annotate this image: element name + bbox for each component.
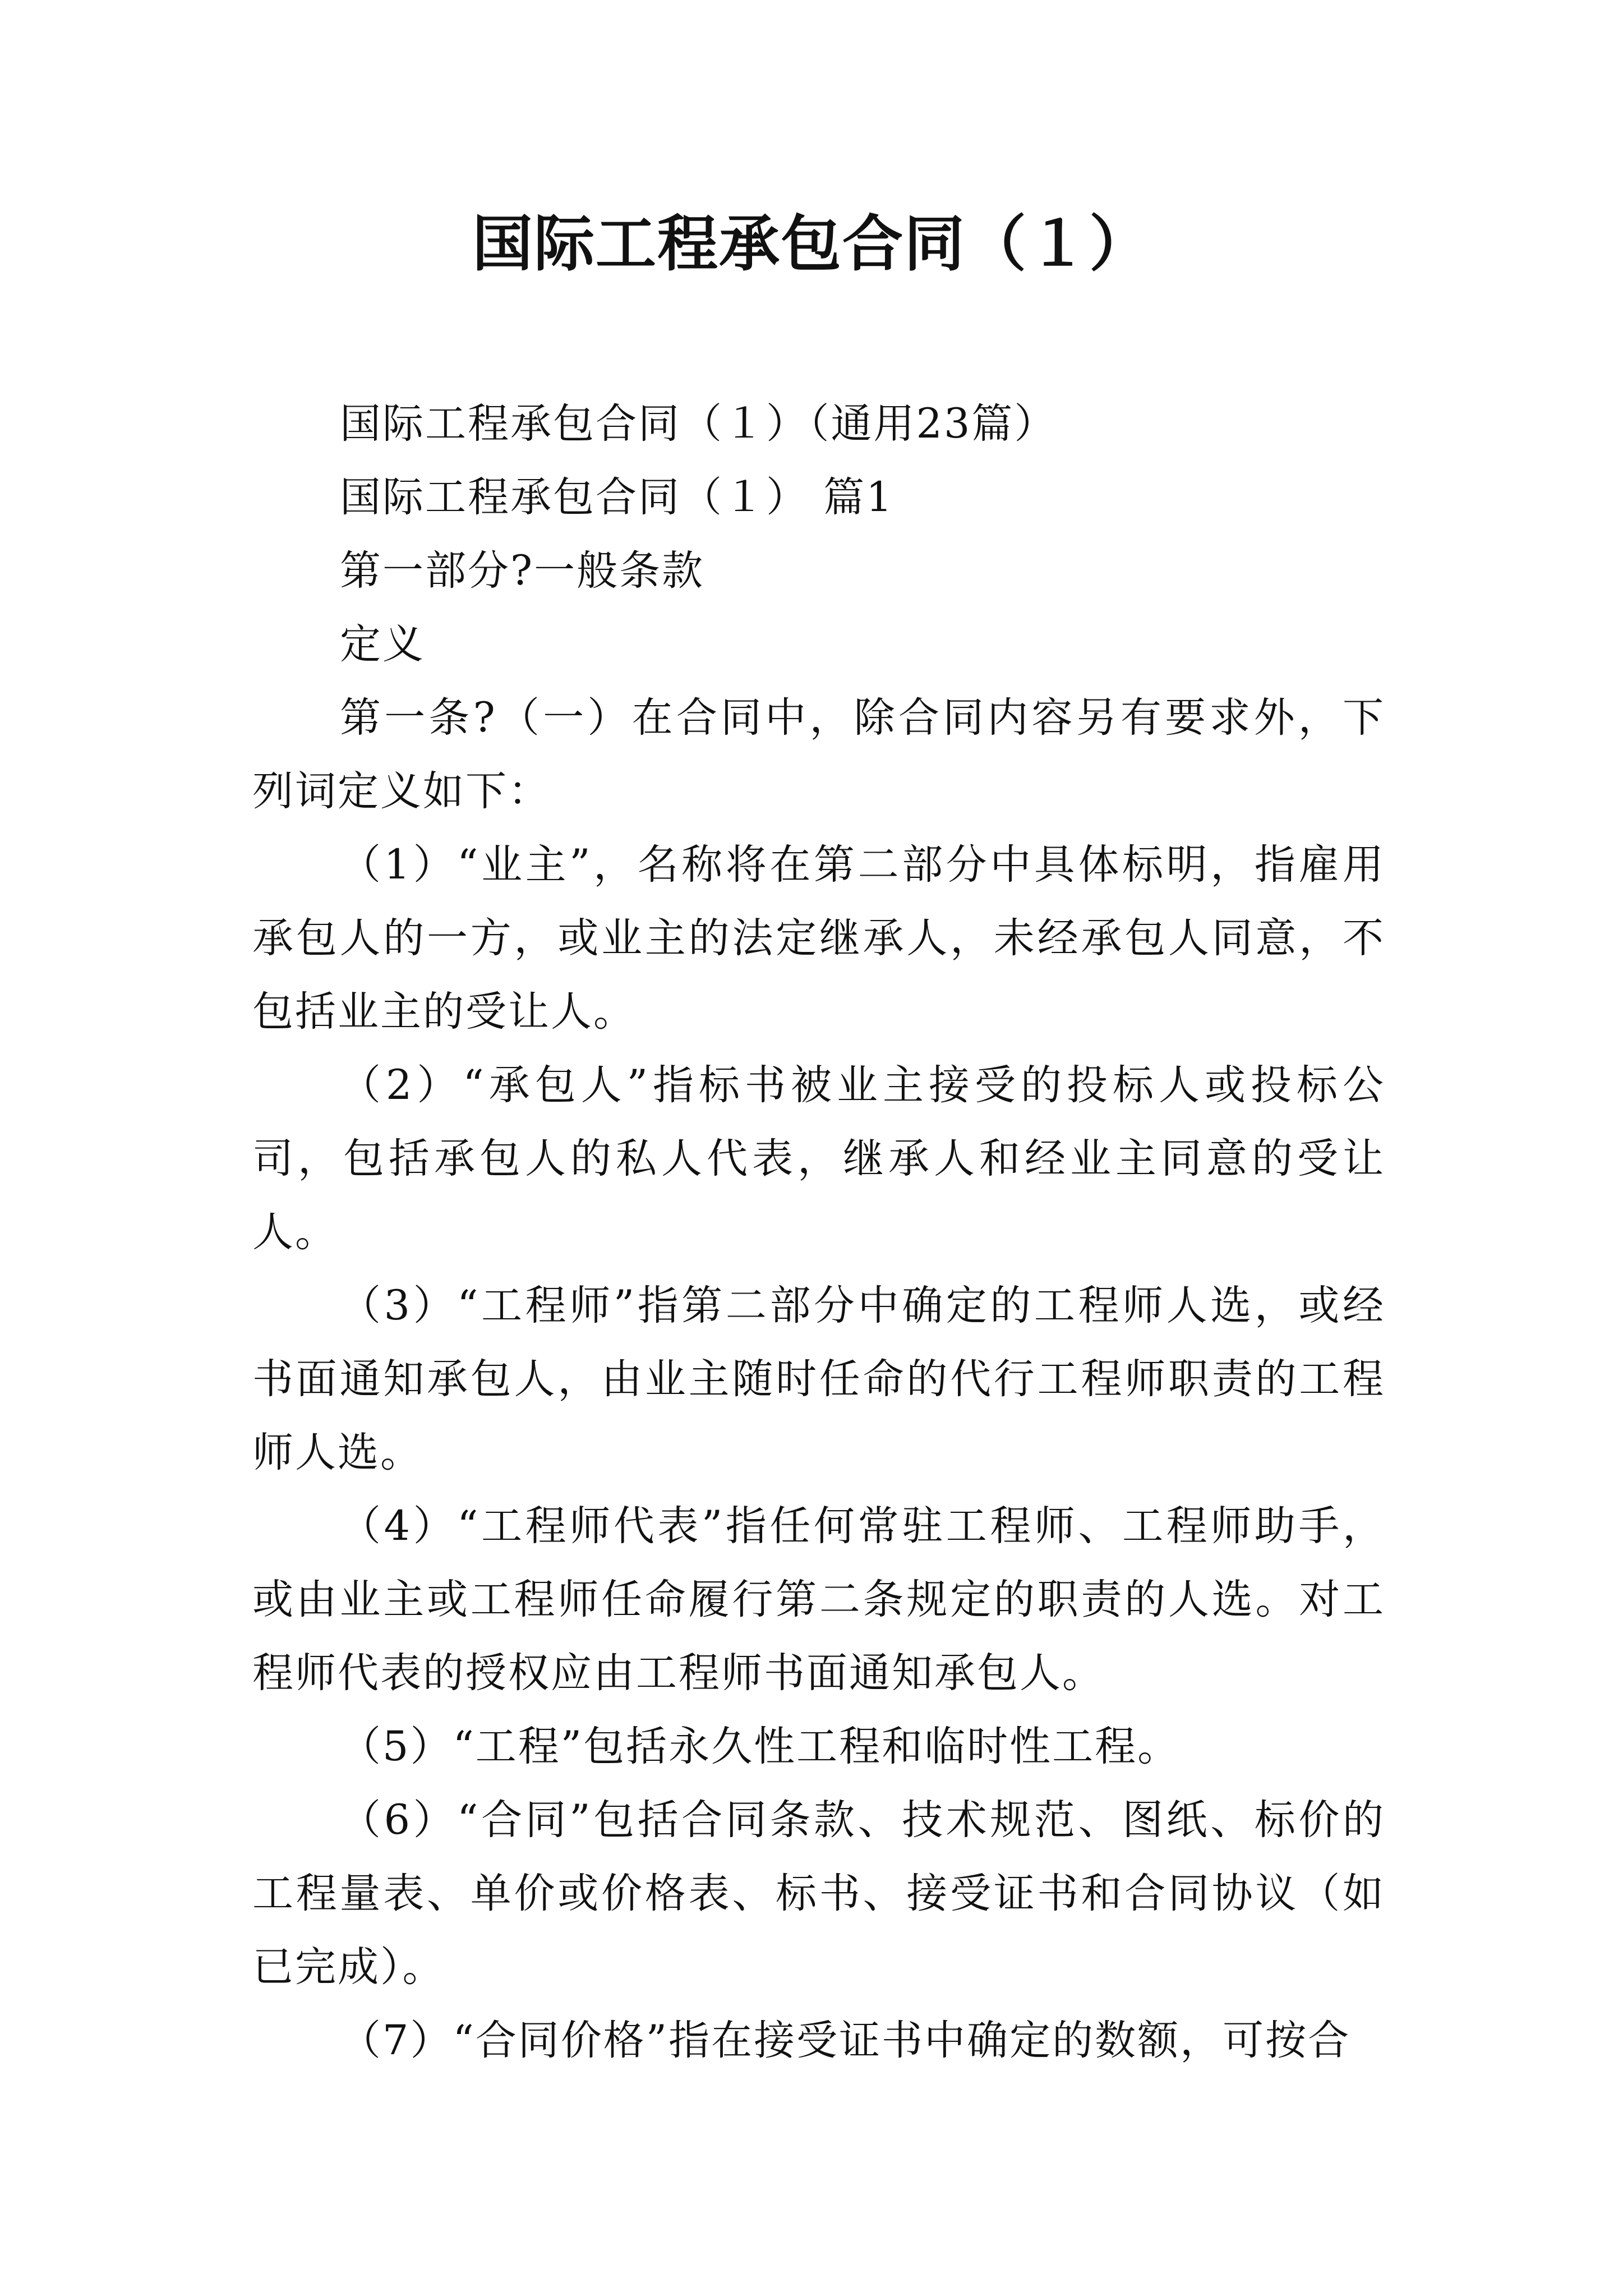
paragraph-definition-heading: 定义 [340, 620, 425, 668]
paragraph-definition-works: （5）“工程”包括永久性工程和临时性工程。 [340, 1723, 1181, 1770]
paragraph-definition-engineer-representative: （4）“工程师代表”指任何常驻工程师、工程师助手，或由业主或工程师任命履行第二条规定的职责的人选。对工程师代表的授权应由工程师书面通知承包人。 [252, 1502, 1385, 1697]
paragraph-definition-contractor: （2）“承包人”指标书被业主接受的投标人或投标公司，包括承包人的私人代表，继承人和经业主同意的受让人。 [252, 1061, 1385, 1256]
paragraph-part-heading: 第一部分?一般条款 [340, 547, 705, 595]
document-title: 国际工程承包合同（１） [472, 209, 1151, 279]
paragraph-subtitle: 国际工程承包合同（１）（通用23篇） [340, 400, 1057, 448]
paragraph-article-heading: 国际工程承包合同（１） 篇1 [340, 473, 894, 521]
document-body [252, 387, 1385, 2077]
paragraph-definition-owner: （1）“业主”，名称将在第二部分中具体标明，指雇用承包人的一方，或业主的法定继承人，未经承包人同意，不包括业主的受让人。 [252, 841, 1385, 1036]
paragraph-definition-contract: （6）“合同”包括合同条款、技术规范、图纸、标价的工程量表、单价或价格表、标书、接受证书和合同协议（如已完成）。 [252, 1796, 1385, 1991]
paragraph-definition-contract-price: （7）“合同价格”指在接受证书中确定的数额，可按合 [340, 2017, 1351, 2064]
paragraph-definition-engineer: （3）“工程师”指第二部分中确定的工程师人选，或经书面通知承包人，由业主随时任命的代行工程师职责的工程师人选。 [252, 1282, 1385, 1476]
paragraph-clause-1: 第一条?（一）在合同中，除合同内容另有要求外，下列词定义如下： [252, 694, 1385, 815]
